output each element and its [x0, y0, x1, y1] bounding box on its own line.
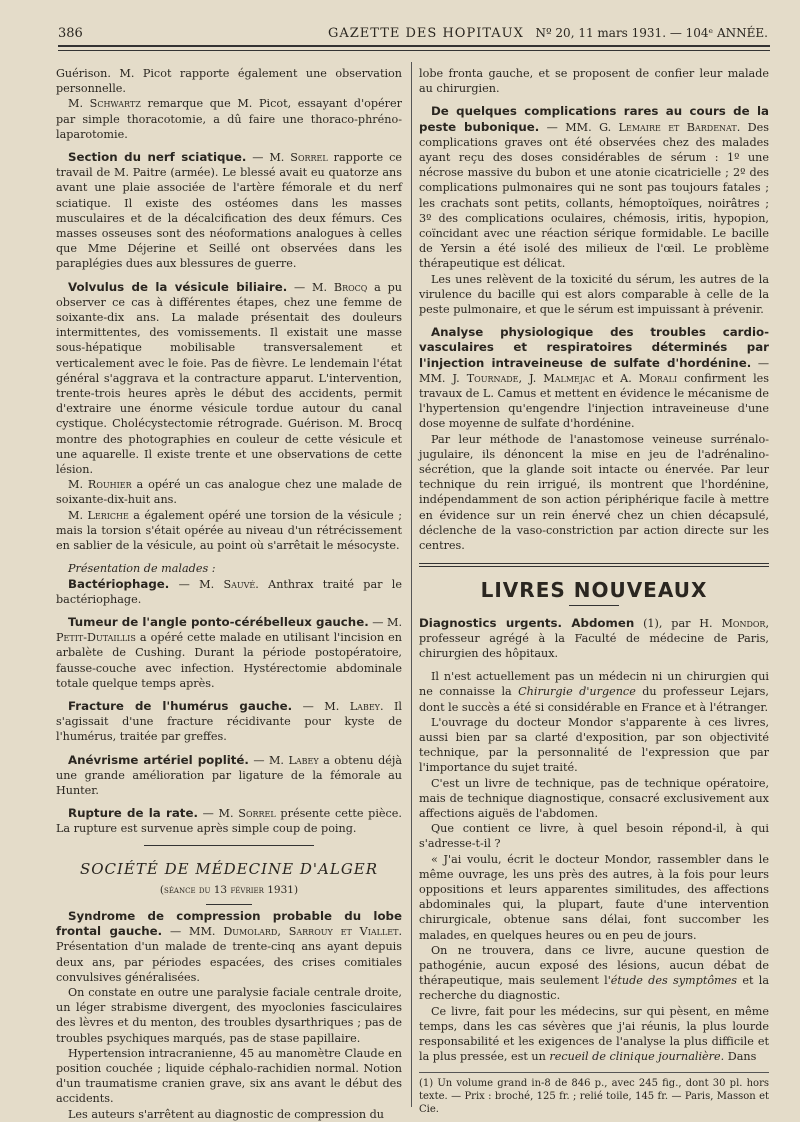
section-fracture: Fracture de l'humérus gauche. — M. Labey. Il s'agissait d'une fracture récidivante pour kyste de l'humérus, traitée par greffes. — [56, 698, 402, 744]
paragraph-text: et la recherche du diagnostic. — [419, 974, 770, 1003]
section-text: a obtenu déjà une grande amélioration par ligature de la fémorale au Hunter. — [56, 753, 402, 797]
page-header — [58, 22, 768, 44]
author-name: Rouhier — [87, 478, 132, 492]
author-name: Morali — [638, 371, 678, 385]
section-tumeur: Tumeur de l'angle ponto-cérébelleux gauche. — M. Petit-Dutaillis a opéré cette malade en utilisant l'incision en arbalète de Cushing. Durant la période postopératoire, fausse-couche avec infection. Hystérectomie abdominale totale quelque temps après. — [56, 614, 403, 690]
footnote-ref: (1) — [643, 616, 659, 630]
header-rule — [58, 45, 770, 47]
section-volvulus: Volvulus de la vésicule biliaire. — M. Brocq a pu observer ce cas à différentes étapes, chez une femme de soixante-dix ans. La malade présentait des douleurs intermittentes, des vomissements. Il existait une masse sous-hépatique mobilisable transversalement et verticalement avec le foie. Pas de fièvre. Le lendemain l'état général s'aggrava et la contracture apparut. L'intervention, trente-trois heures après le début des accidents, permit d'extraire une énorme vésicule tordue autour du canal cystique. Cholécystectomie rétrograde. Guérison. M. Brocq montre des photographies en couleur de cette vésicule et une aquarelle. Il existe trente et une observations de cette lésion. — [56, 279, 402, 477]
paragraph-text: a également opéré une torsion de la vésicule ; mais la torsion s'était opérée au niveau d'un rétrécissement en sablier de la vésicule, au point où s'arrêtait le mésocyste. — [56, 508, 402, 553]
section-title: De quelques complications rares au cours de la peste bubonique. — [419, 104, 769, 134]
emphasis: recueil de clinique journalière — [549, 1050, 721, 1064]
column-divider — [411, 62, 412, 1107]
paragraph-text: a opéré un cas analogue chez une malade de soixante-dix-huit ans. — [56, 478, 402, 507]
section-hordenine: Analyse physiologique des troubles cardio-vasculaires et respiratoires déterminés par l'injection intraveineuse de sulfate d'hordénine. — MM. J. Tournade, J. Malmejac et A. Morali confirment les travaux de L. Camus et mettent en évidence le mécanisme de l'hypertension qu'engendre l'injection intraveineuse d'une dose moyenne de sulfate d'hordénine. — [419, 325, 770, 431]
paragraph: Les unes relèvent de la toxicité du sérum, les autres de la virulence du bacille qui est alors comparable à celle de la peste pulmonaire, et que le sérum est impuissant à prévenir. — [419, 272, 769, 317]
author-name: Sorrel — [290, 151, 328, 165]
section-text: . Présentation d'un malade de trente-cinq ans ayant depuis deux ans, par périodes espacées, des crises comitiales convulsives généralisées. — [56, 925, 402, 984]
section-text: rapporte ce travail de M. Paitre (armée). Le blessé avait eu quatorze ans avant une plaie associée de l'artère fémorale et du nerf sciatique. Il existe des ostéomes dans les masses musculaires et de la décalcification des deux fémurs. Ces masses osseuses sont des néoformations analogues à celles que Mme Déjerine et Seillé ont observées dans les paraplégies dues aux blessures de guerre. — [56, 151, 402, 271]
book-entry: Diagnostics urgents. Abdomen (1), par H. Mondor, professeur agrégé à la Faculté de médecine de Paris, chirurgien des hôpitaux. — [419, 615, 770, 660]
paragraph — [419, 1004, 769, 1065]
livres-heading: LIVRES NOUVEAUX — [480, 578, 708, 603]
paragraph: M. Leriche a également opéré une torsion de la vésicule ; mais la torsion s'était opérée au niveau d'un rétrécissement en sablier de la vésicule, au point où s'arrêtait le mésocyste. — [56, 508, 402, 553]
header-rule-thin — [58, 50, 770, 51]
section-title: Syndrome de compression probable du lobe frontal gauche. — [56, 908, 402, 939]
seance-date: (séance du 13 février 1931) — [159, 883, 299, 896]
paragraph: Hypertension intracranienne, 45 au manomètre Claude en position couchée ; liquide céphalo-rachidien normal. Notion d'un traumatisme cranien grave, six ans avant le début des accidents. — [56, 1046, 402, 1106]
paragraph: L'ouvrage du docteur Mondor s'apparente à ces livres, aussi bien par sa clarté d'exposition, par son objectivité technique, par la personnalité de l'expression que par l'importance du sujet traité. — [419, 715, 769, 775]
footnote: (1) Un volume grand in-8 de 846 p., avec 245 fig., dont 30 pl. hors texte. — Prix : broché, 125 fr. ; relié toile, 145 fr. — Paris, Masson et Cie. — [419, 1072, 769, 1116]
author-names: G. Lemaire et Bardenat — [599, 120, 737, 134]
left-column — [56, 66, 402, 1122]
paragraph-text: Il n'est actuellement pas un médecin ni un chirurgien qui ne connaisse la — [419, 670, 769, 699]
section-title: Bactériophage. — [68, 576, 170, 591]
author-name: Sauvé — [223, 577, 256, 591]
section-title: Tumeur de l'angle ponto-cérébelleux gauche. — [68, 614, 369, 629]
short-rule — [569, 605, 619, 606]
page-number: 386 — [58, 26, 83, 41]
author-names: Dumolard, Sarrouy et Viallet — [223, 925, 399, 939]
section-rule — [144, 845, 314, 846]
author-name: Mondor — [721, 616, 766, 630]
author-names: J. Tournade, J. Malmejac — [452, 371, 595, 385]
journal-title: GAZETTE DES HOPITAUX — [328, 26, 524, 41]
section-title: Analyse physiologique des troubles cardio-vasculaires et respiratoires déterminés par l'injection intraveineuse de sulfate d'hordénine. — [419, 325, 769, 370]
section-anevrisme: Anévrisme artériel poplité. — M. Labey a obtenu déjà une grande amélioration par ligature de la fémorale au Hunter. — [56, 752, 402, 797]
author-name: Labey — [288, 753, 319, 767]
double-rule — [419, 563, 769, 567]
author-name: Petit-Dutaillis — [56, 631, 136, 645]
short-rule — [206, 904, 252, 905]
section-text: a opéré cette malade en utilisant l'incision en arbalète de Cushing. Durant la période postopératoire, fausse-couche avec infection. Hystérectomie abdominale totale quelque temps après. — [56, 631, 402, 690]
section-text: . Anthrax traité par le bactériophage. — [56, 577, 402, 606]
paragraph-text: remarque que M. Picot, essayant d'opérer par simple thoracotomie, a dû faire une thoraco-phréno-laparotomie. — [56, 97, 402, 141]
section-sciatique: Section du nerf sciatique. — M. Sorrel rapporte ce travail de M. Paitre (armée). Le blessé avait eu quatorze ans avant une plaie associée de l'artère fémorale et du nerf sciatique. Il existe des ostéomes dans les masses musculaires et de la décalcification des deux fémurs. Ces masses osseuses sont des néoformations analogues à celles que Mme Déjerine et Seillé ont observées dans les paraplégies dues aux blessures de guerre. — [56, 150, 402, 271]
paragraph — [419, 943, 769, 1004]
paragraph: Les auteurs s'arrêtent au diagnostic de compression du — [68, 1107, 384, 1121]
right-column — [419, 66, 769, 1116]
section-rate: Rupture de la rate. — M. Sorrel présente cette pièce. La rupture est survenue après simple coup de poing. — [56, 806, 402, 836]
section-title: Rupture de la rate. — [68, 806, 198, 821]
author-name: Schwartz — [89, 97, 141, 111]
book-reference: Chirurgie d'urgence — [518, 685, 636, 699]
book-title: Diagnostics urgents. Abdomen — [419, 615, 635, 630]
book-text: , professeur agrégé à la Faculté de médecine de Paris, chirurgien des hôpitaux. — [419, 616, 770, 660]
section-peste: De quelques complications rares au cours de la peste bubonique. — MM. G. Lemaire et Bardenat. Des complications graves ont été observées chez des malades ayant reçu des doses considérables de sérum : 1º une nécrose massive du bubon et une atonie cicatricielle ; 2º des complications pulmonaires qui ne sont pas toujours fatales ; les crachats sont petits, collants, hémoptoïques, noirâtres ; 3º des complications oculaires, chémosis, iritis, hypopion, coïncidant avec une réaction sérique formidable. Le bacille de Yersin a été isolé des milieux de l'œil. Le problème thérapeutique est délicat. — [419, 104, 770, 271]
section-text: a pu observer ce cas à différentes étapes, chez une femme de soixante-dix ans. La malade présentait des douleurs intermittentes, des vomissements. Il existait une masse sous-hépatique mobilisable transversalement et verticalement avec le foie. Pas de fièvre. Le lendemain l'état général s'aggrava et la contracture apparut. L'intervention, trente-trois heures après le début des accidents, permit d'extraire une énorme vésicule tordue autour du canal cystique. Cholécystectomie rétrograde. Guérison. M. Brocq montre des photographies en couleur de cette vésicule et une aquarelle. Il existe trente et une observations de cette lésion. — [56, 280, 402, 477]
paragraph-text: On ne trouvera, dans ce livre, aucune question de pathogénie, aucun exposé des lésions, aucun débat de thérapeutique, mais seulement l' — [419, 943, 769, 988]
paragraph: M. Schwartz remarque que M. Picot, essayant d'opérer par simple thoracotomie, a dû faire une thoraco-phréno-laparotomie. — [56, 97, 402, 141]
paragraph-text: . Dans — [720, 1050, 757, 1064]
author-name: Brocq — [333, 280, 368, 294]
paragraph: M. Rouhier a opéré un cas analogue chez une malade de soixante-dix-huit ans. — [56, 478, 402, 507]
section-text: présente cette pièce. La rupture est survenue après simple coup de poing. — [56, 807, 402, 836]
author-name: Leriche — [87, 508, 129, 522]
paragraph: « J'ai voulu, écrit le docteur Mondor, rassembler dans le même ouvrage, les uns près des autres, à la fois pour leurs oppositions et leurs apparentes similitudes, des affections abdominales qui, la plupart, faute d'une intervention chirurgicale, obtenue sans délai, font succomber les malades, en quelques heures ou en peu de jours. — [419, 852, 769, 942]
section-text: confirment les travaux de L. Camus et mettent en évidence le mécanisme de l'hypertension qu'engendre l'injection intraveineuse d'une dose moyenne de sulfate d'hordénine. — [419, 371, 770, 431]
paragraph: Guérison. M. Picot rapporte également une observation personnelle. — [56, 67, 402, 96]
paragraph: Que contient ce livre, à quel besoin répond-il, à qui s'adresse-t-il ? — [419, 822, 769, 851]
issue-date: Nº 20, 11 mars 1931. — 104ᵉ ANNÉE. — [535, 26, 768, 40]
section-title: Anévrisme artériel poplité. — [68, 752, 249, 767]
section-text: . Il s'agissait d'une fracture récidivante pour kyste de l'humérus, traitée par greffes. — [56, 699, 402, 744]
emphasis: étude des symptômes — [610, 974, 738, 988]
paragraph: On constate en outre une paralysie faciale centrale droite, un léger strabisme divergent, des myoclonies fasciculaires des lèvres et du menton, des troubles dysarthriques ; pas de troubles psychiques marqués, pas de stase papillaire. — [56, 985, 402, 1045]
section-bacteriophage: Bactériophage. — M. Sauvé. Anthrax traité par le bactériophage. — [56, 576, 402, 606]
presentation-heading: Présentation de malades : — [68, 562, 216, 576]
society-title: SOCIÉTÉ DE MÉDECINE D'ALGER — [79, 859, 379, 878]
author-name: Labey — [349, 699, 380, 713]
paragraph: lobe fronta gauche, et se proposent de confier leur malade au chirurgien. — [419, 67, 769, 96]
section-title: Fracture de l'humérus gauche. — [68, 698, 293, 713]
paragraph: C'est un livre de technique, pas de technique opératoire, mais de technique diagnostique, consacré exclusivement aux affections aiguës de l'abdomen. — [419, 776, 769, 820]
paragraph-text: Ce livre, fait pour les médecins, sur qui pèsent, en même temps, dans les cas sévères que j'ai réunis, la plus lourde responsabilité et les exigences de l'analyse la plus difficile et la plus pressée, est un — [419, 1004, 769, 1064]
section-syndrome: Syndrome de compression probable du lobe frontal gauche. — MM. Dumolard, Sarrouy et Viallet. Présentation d'un malade de trente-cinq ans ayant depuis deux ans, par périodes espacées, des crises comitiales convulsives généralisées. — [56, 908, 402, 984]
section-text: . Des complications graves ont été observées chez des malades ayant reçu des doses considérables de sérum : 1º une nécrose massive du bubon et une atonie cicatricielle ; 2º des complications pulmonaires qui ne sont pas toujours fatales ; les crachats sont petits, collants, hémoptoïques, noirâtres ; 3º des complications oculaires, chémosis, iritis, hypopion, coïncidant avec une réaction sérique formidable. Le bacille de Yersin a été isolé des milieux de l'œil. Le problème thérapeutique est délicat. — [419, 120, 770, 271]
paragraph — [419, 669, 769, 715]
section-title: Section du nerf sciatique. — [68, 150, 247, 165]
author-name: Sorrel — [238, 807, 276, 821]
paragraph: Par leur méthode de l'anastomose veineuse surrénalo-jugulaire, ils dénoncent la mise en jeu de l'adrénalino-sécrétion, que la glande soit intacte ou énervée. Par leur technique du rein irrigué, ils montrent que l'hordénine, indépendamment de son action périphérique facile à mettre en évidence sur un rein énervé chez un chien décapsulé, déclenche de la vaso-constriction par action directe sur les centres. — [419, 432, 769, 553]
section-title: Volvulus de la vésicule biliaire. — [68, 279, 288, 294]
paragraph-text: du professeur Lejars, dont le succès a été si considérable en France et à l'étranger. — [419, 685, 769, 714]
